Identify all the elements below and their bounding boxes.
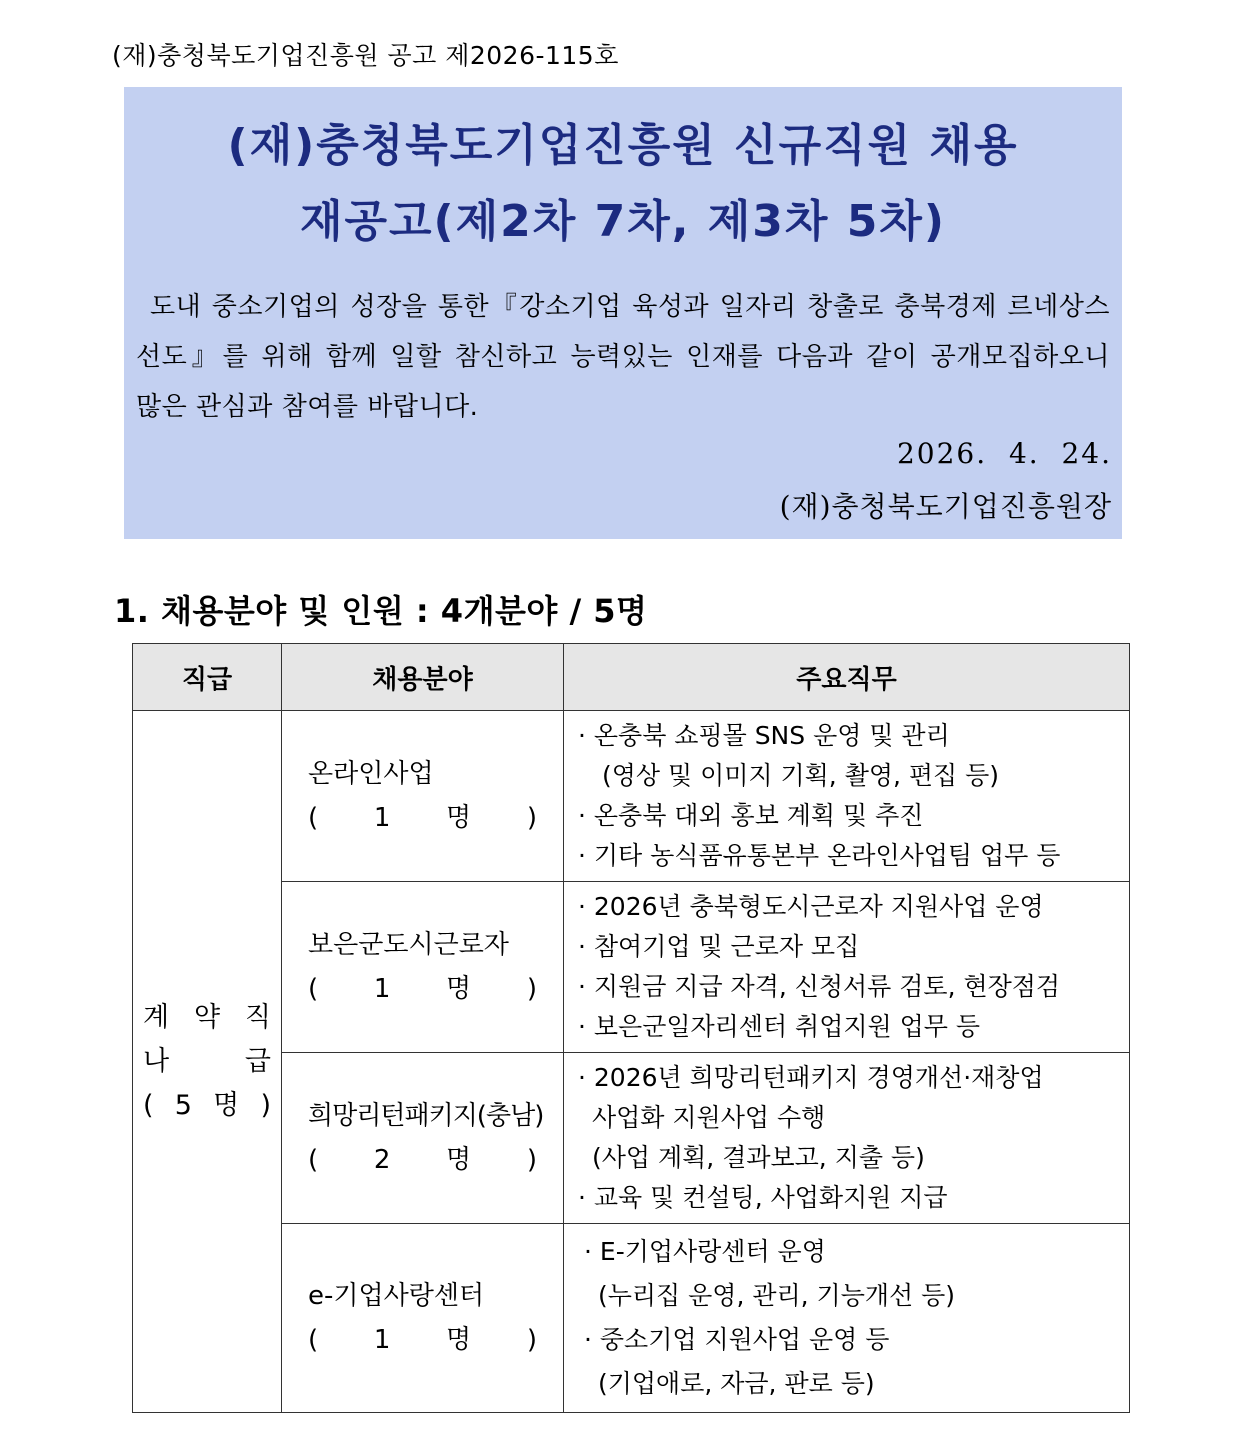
field-name: 보은군도시근로자	[308, 930, 509, 960]
field-headcount: ( 2 명 )	[308, 1145, 537, 1175]
duty-item: · 기타 농식품유통본부 온라인사업팀 업무 등	[578, 841, 1061, 870]
intro-line: 선도』를 위해 함께 일할 참신하고 능력있는 인재를 다음과 같이 공개모집하오니	[136, 342, 1110, 372]
grade-cell	[133, 711, 282, 1413]
duties-cell	[564, 711, 1130, 882]
field-cell	[282, 711, 564, 882]
announcement-date: 2026. 4. 24.	[896, 437, 1112, 470]
intro-line: 도내 중소기업의 성장을 통한『강소기업 육성과 일자리 창출로 충북경제 르네상스	[150, 292, 1110, 322]
duty-item: 사업화 지원사업 수행	[592, 1103, 826, 1132]
field-cell	[282, 1224, 564, 1413]
duty-item: · 보은군일자리센터 취업지원 업무 등	[578, 1012, 980, 1041]
field-cell	[282, 1053, 564, 1224]
table-row	[133, 882, 1130, 1053]
intro-line: 많은 관심과 참여를 바랍니다.	[136, 392, 479, 422]
field-name: 희망리턴패키지(충남)	[308, 1101, 544, 1131]
field-name: e-기업사랑센터	[308, 1281, 485, 1311]
field-headcount: ( 1 명 )	[308, 803, 537, 833]
grade-line: ( 5 명 )	[143, 1089, 271, 1121]
duty-item: (기업애로, 자금, 판로 등)	[598, 1369, 875, 1398]
duties-cell	[564, 1053, 1130, 1224]
duty-item: · 중소기업 지원사업 운영 등	[584, 1325, 890, 1354]
table-row	[133, 711, 1130, 882]
header-duties: 주요직무	[564, 644, 1130, 711]
duty-item: (영상 및 이미지 기획, 촬영, 편집 등)	[602, 761, 1000, 790]
duty-item: · 참여기업 및 근로자 모집	[578, 932, 860, 961]
duty-item: · 2026년 희망리턴패키지 경영개선·재창업	[578, 1063, 1044, 1092]
duty-item: (사업 계획, 결과보고, 지출 등)	[592, 1143, 925, 1172]
announcement-banner	[124, 87, 1122, 539]
field-headcount: ( 1 명 )	[308, 974, 537, 1004]
field-cell	[282, 882, 564, 1053]
grade-line: 계 약 직	[143, 1001, 271, 1033]
intro-paragraph	[136, 282, 1110, 432]
duty-item: · 온충북 쇼핑몰 SNS 운영 및 관리	[578, 721, 950, 750]
header-field: 채용분야	[282, 644, 564, 711]
duty-item: (누리집 운영, 관리, 기능개선 등)	[598, 1281, 955, 1310]
table-row	[133, 1224, 1130, 1413]
recruitment-table	[132, 643, 1130, 1413]
section-heading: 1. 채용분야 및 인원 : 4개분야 / 5명	[114, 592, 648, 630]
duties-cell	[564, 1224, 1130, 1413]
header-grade: 직급	[133, 644, 282, 711]
issuer-name: (재)충청북도기업진흥원장	[779, 490, 1112, 523]
announcement-title-line1: (재)충청북도기업진흥원 신규직원 채용	[227, 120, 1019, 171]
notice-number: (재)충청북도기업진흥원 공고 제2026-115호	[112, 41, 619, 70]
duty-item: · 지원금 지급 자격, 신청서류 검토, 현장점검	[578, 972, 1061, 1001]
duty-item: · 온충북 대외 홍보 계획 및 추진	[578, 801, 924, 830]
duty-item: · 2026년 충북형도시근로자 지원사업 운영	[578, 892, 1044, 921]
field-headcount: ( 1 명 )	[308, 1325, 537, 1355]
table-header-row	[133, 644, 1130, 711]
table-row	[133, 1053, 1130, 1224]
duty-item: · E-기업사랑센터 운영	[584, 1237, 826, 1266]
field-name: 온라인사업	[308, 759, 434, 789]
duty-item: · 교육 및 컨설팅, 사업화지원 지급	[578, 1183, 948, 1212]
duties-cell	[564, 882, 1130, 1053]
grade-line: 나 급	[143, 1045, 271, 1077]
announcement-title-line2: 재공고(제2차 7차, 제3차 5차)	[300, 196, 946, 247]
